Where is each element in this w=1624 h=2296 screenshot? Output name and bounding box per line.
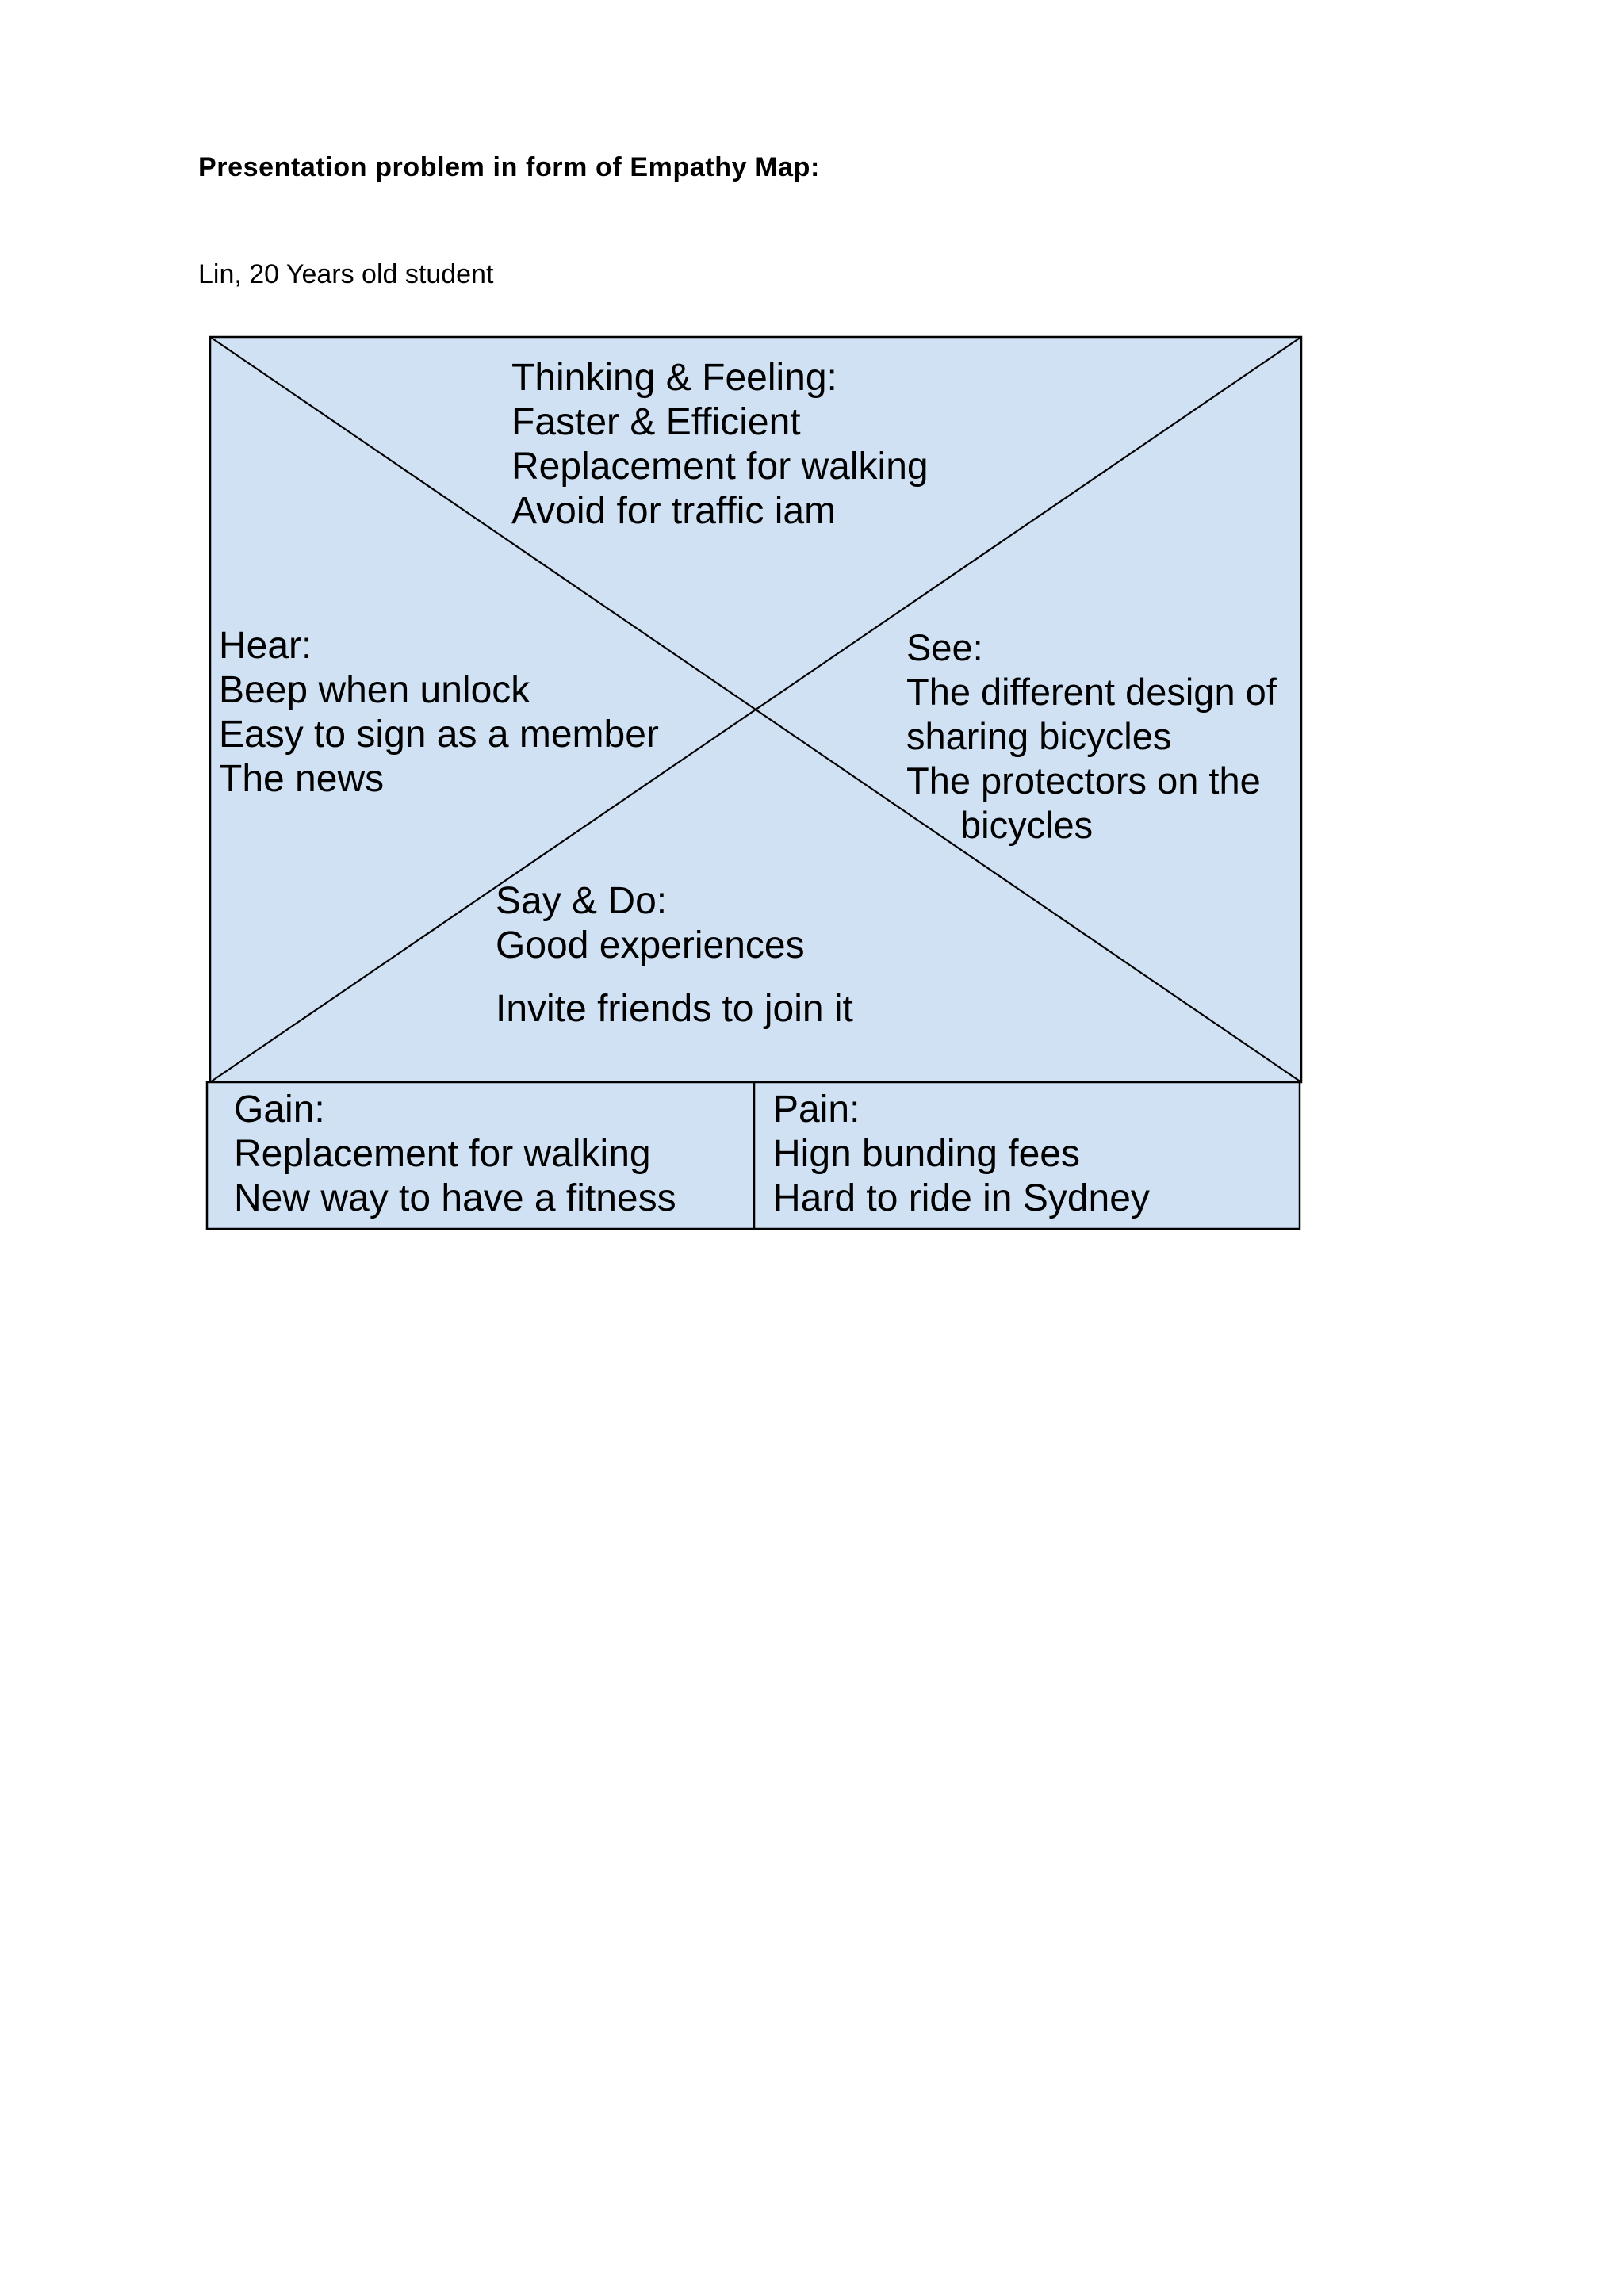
pain-heading: Pain: [773,1089,860,1131]
say-do-section [496,879,853,1031]
gain-item: Replacement for walking [234,1133,651,1175]
thinking-feeling-item: Avoid for traffic iam [511,490,837,532]
see-heading: See: [906,626,983,668]
hear-section [219,624,659,802]
see-item: bicycles [960,804,1094,846]
see-section [906,626,1277,848]
pain-section [756,1084,1298,1227]
say-do-heading: Say & Do: [496,880,668,922]
pain-item: Hign bunding fees [773,1133,1080,1175]
thinking-feeling-item: Replacement for walking [511,446,929,488]
hear-heading: Hear: [219,625,312,667]
see-item: The protectors on the [906,760,1261,802]
see-item: sharing bicycles [906,715,1172,757]
say-do-item: Good experiences [496,924,805,966]
see-item: The different design of [906,671,1277,713]
persona-label: Lin, 20 Years old student [198,259,494,289]
thinking-feeling-item: Faster & Efficient [511,401,801,443]
pain-item: Hard to ride in Sydney [773,1177,1150,1219]
gain-section [209,1084,753,1227]
thinking-feeling-section [511,356,929,534]
hear-item: The news [219,758,385,800]
gain-item: New way to have a fitness [234,1177,676,1219]
gain-heading: Gain: [234,1089,325,1131]
hear-item: Beep when unlock [219,669,530,711]
document-title: Presentation problem in form of Empathy Map: [198,152,820,182]
say-do-item: Invite friends to join it [496,988,853,1030]
hear-item: Easy to sign as a member [219,714,659,756]
thinking-feeling-heading: Thinking & Feeling: [511,357,837,399]
